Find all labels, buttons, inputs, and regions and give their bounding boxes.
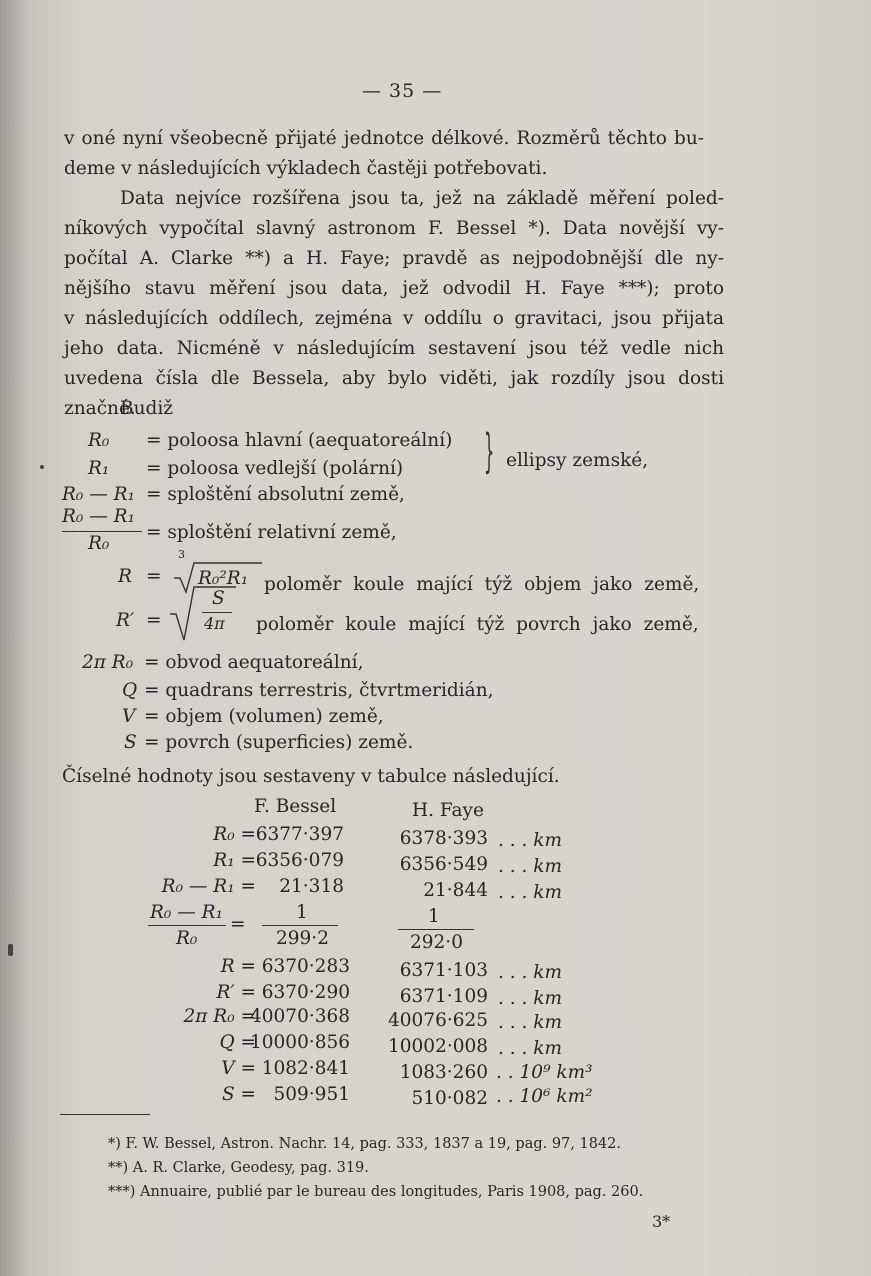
bessel-value: 6377·397 xyxy=(255,824,344,845)
text-line: nějšího stavu měření jsou data, jež odvodil H. Faye ***); proto xyxy=(64,278,724,299)
bessel-value: 21·318 xyxy=(279,876,344,897)
definition-circumference: = obvod aequatoreální, xyxy=(144,652,364,673)
unit-label: . . 10⁶ km² xyxy=(496,1086,593,1107)
bessel-value: 40070·368 xyxy=(250,1006,351,1027)
faye-value: 40076·625 xyxy=(388,1010,489,1031)
symbol-v: V xyxy=(122,706,136,727)
bessel-fraction-denominator: 299·2 xyxy=(276,928,329,949)
fraction-line xyxy=(62,531,142,532)
faye-value: 10002·008 xyxy=(388,1036,489,1057)
unit-label: . . . km xyxy=(498,1012,563,1033)
column-header-bessel: F. Bessel xyxy=(254,796,337,817)
bessel-value: 6356·079 xyxy=(255,850,344,871)
bessel-value: 6370·290 xyxy=(261,982,350,1003)
faye-fraction-line xyxy=(398,929,474,930)
brace-label: ellipsy zemské, xyxy=(506,450,649,471)
symbol-s: S xyxy=(124,732,137,753)
symbol-q: Q xyxy=(122,680,138,701)
fraction-numerator: R₀ — R₁ xyxy=(62,506,135,527)
paragraph-2 xyxy=(64,184,724,424)
sqrt-fraction-line xyxy=(202,612,232,613)
row-label: R₀ — R₁ = xyxy=(161,876,256,897)
faye-value: 21·844 xyxy=(423,880,488,901)
budiz-label: Budiž xyxy=(120,398,174,419)
footnote-3: ***) Annuaire, publié par le bureau des longitudes, Paris 1908, pag. 260. xyxy=(108,1184,644,1200)
text-line: v oné nyní všeobecně přijaté jednotce délkové. Rozměrů těchto bu- xyxy=(64,128,704,149)
symbol-circumference: 2π R₀ xyxy=(82,652,134,673)
faye-value: 1083·260 xyxy=(399,1062,488,1083)
symbol-r0: R₀ xyxy=(88,430,110,451)
faye-value: 6371·109 xyxy=(399,986,488,1007)
row-label: 2π R₀ = xyxy=(183,1006,256,1027)
radicand: R₀²R₁ xyxy=(198,568,249,589)
bessel-value: 509·951 xyxy=(273,1084,350,1105)
sqrt-denominator: 4π xyxy=(204,614,225,633)
definition-relative: = sploštění relativní země, xyxy=(146,522,397,543)
page-number: — 35 — xyxy=(362,80,443,102)
table-fraction-line xyxy=(148,925,226,926)
text-line: uvedena čísla dle Bessela, aby bylo viděti, jak rozdíly jsou dosti xyxy=(64,368,724,389)
paragraph-1 xyxy=(64,124,704,184)
row-label: R₁ = xyxy=(213,850,256,871)
fraction-denominator: R₀ xyxy=(88,533,110,554)
unit-label: . . 10⁹ km³ xyxy=(496,1062,593,1083)
bessel-value: 6370·283 xyxy=(261,956,350,977)
column-header-faye: H. Faye xyxy=(412,800,484,821)
text-line: značné. xyxy=(64,398,136,419)
faye-value: 6371·103 xyxy=(399,960,488,981)
faye-fraction-denominator: 292·0 xyxy=(410,932,463,953)
text-line: níkových vypočítal slavný astronom F. Bessel *). Data novější vy- xyxy=(64,218,724,239)
signature-mark: 3* xyxy=(652,1212,671,1231)
definition-r0: = poloosa hlavní (aequatoreální) xyxy=(146,430,453,451)
footnote-1: *) F. W. Bessel, Astron. Nachr. 14, pag. 333, 1837 a 19, pag. 97, 1842. xyxy=(108,1136,622,1152)
row-label: R = xyxy=(220,956,256,977)
row-label: R₀ = xyxy=(213,824,256,845)
table-intro: Číselné hodnoty jsou sestaveny v tabulce následující. xyxy=(62,766,560,787)
bessel-fraction-line xyxy=(262,925,338,926)
bessel-fraction-numerator: 1 xyxy=(296,902,308,923)
text-line: Data nejvíce rozšířena jsou ta, jež na základě měření poled- xyxy=(120,188,724,209)
row-label: V = xyxy=(221,1058,256,1079)
equals-sign: = xyxy=(230,914,246,935)
footnote-2: **) A. R. Clarke, Geodesy, pag. 319. xyxy=(108,1160,369,1176)
definition-q: = quadrans terrestris, čtvrtmeridián, xyxy=(144,680,494,701)
table-fraction-numerator: R₀ — R₁ xyxy=(150,902,223,923)
bessel-value: 10000·856 xyxy=(250,1032,351,1053)
definition-r: poloměr koule mající týž objem jako země, xyxy=(264,574,700,595)
definition-v: = objem (volumen) země, xyxy=(144,706,384,727)
equals-sign: = xyxy=(146,610,162,631)
text-line: v následujících oddílech, zejména v oddílu o gravitaci, jsou přijata xyxy=(64,308,724,329)
faye-value: 510·082 xyxy=(411,1088,488,1109)
definition-diff: = sploštění absolutní země, xyxy=(146,484,405,505)
unit-label: . . . km xyxy=(498,1038,563,1059)
unit-label: . . . km xyxy=(498,988,563,1009)
text-line: počítal A. Clarke **) a H. Faye; pravdě as nejpodobnější dle ny- xyxy=(64,248,724,269)
bessel-value: 1082·841 xyxy=(261,1058,350,1079)
definition-r-prime: poloměr koule mající týž povrch jako země, xyxy=(256,614,699,635)
faye-fraction-numerator: 1 xyxy=(428,906,440,927)
brace-symbol: } xyxy=(484,424,495,478)
row-label: S = xyxy=(221,1084,256,1105)
faye-value: 6356·549 xyxy=(399,854,488,875)
unit-label: . . . km xyxy=(498,830,563,851)
sqrt-numerator: S xyxy=(212,588,225,609)
text-line: deme v následujících výkladech častěji potřebovati. xyxy=(64,158,548,179)
symbol-r: R xyxy=(118,566,132,587)
definition-s: = povrch (superficies) země. xyxy=(144,732,414,753)
text-line: jeho data. Nicméně v následujícím sestavení jsou též vedle nich xyxy=(64,338,724,359)
row-label: R′ = xyxy=(216,982,256,1003)
symbol-r-prime: R′ xyxy=(116,610,135,631)
scan-speck xyxy=(8,944,13,956)
root-index: 3 xyxy=(178,548,185,561)
definition-r1: = poloosa vedlejší (polární) xyxy=(146,458,404,479)
scan-speck xyxy=(40,465,44,469)
unit-label: . . . km xyxy=(498,962,563,983)
symbol-r1: R₁ xyxy=(88,458,110,479)
faye-value: 6378·393 xyxy=(399,828,488,849)
table-fraction-denominator: R₀ xyxy=(176,928,198,949)
row-label: Q = xyxy=(219,1032,256,1053)
unit-label: . . . km xyxy=(498,856,563,877)
equals-sign: = xyxy=(146,566,162,587)
footnote-rule xyxy=(60,1114,150,1115)
symbol-diff: R₀ — R₁ xyxy=(62,484,135,505)
unit-label: . . . km xyxy=(498,882,563,903)
